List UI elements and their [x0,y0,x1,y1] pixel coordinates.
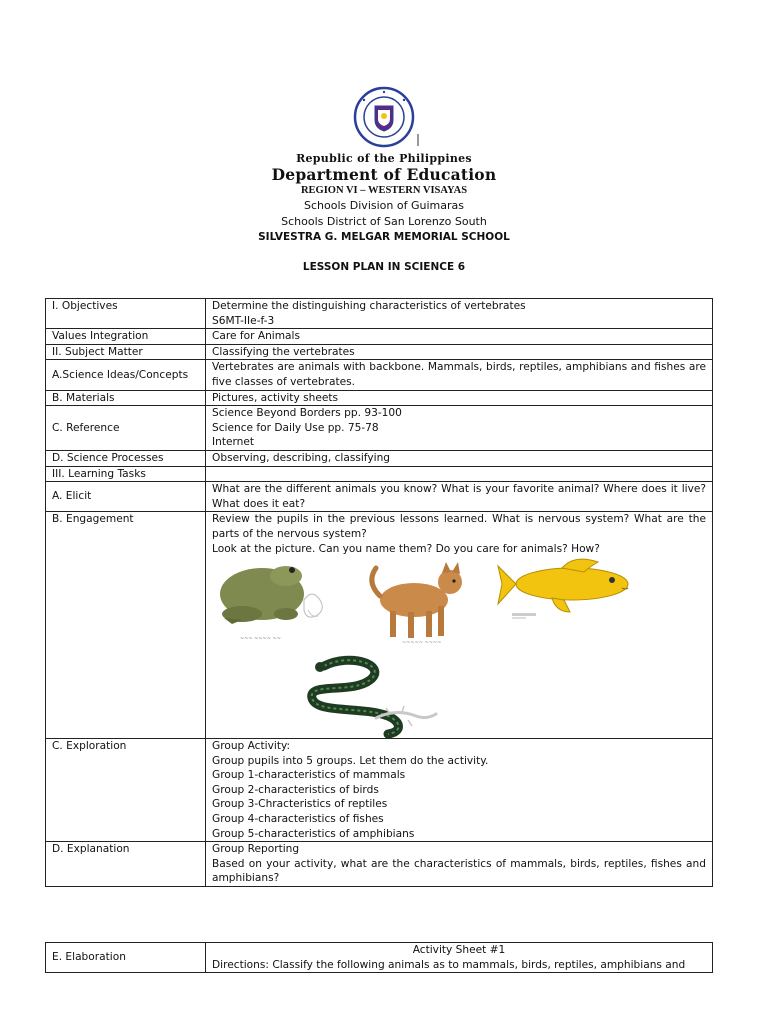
table-row [46,360,713,390]
row-label: Values Integration [46,329,206,345]
elaboration-table [45,942,713,973]
frog-icon [220,566,304,642]
engagement-review: Review the pupils in the previous lessons learned. What is nervous system? What are the parts of the nervous system? [212,513,706,540]
engagement-question: Look at the picture. Can you name them? Do you care for animals? How? [212,542,600,555]
row-content [206,466,713,482]
row-content [206,406,713,451]
row-label: E. Elaboration [46,943,206,973]
division-line: Schools Division of Guimaras [304,199,464,212]
table-row [46,482,713,512]
exploration-line: Group pupils into 5 groups. Let them do the activity. [212,754,489,767]
row-content: Care for Animals [206,329,713,345]
objective-text: Determine the distinguishing characteristics of vertebrates [212,300,526,312]
row-label: D. Explanation [46,842,206,887]
row-label: C. Reference [46,406,206,451]
document-header [0,86,768,273]
row-label: A.Science Ideas/Concepts [46,360,206,390]
deped-seal-icon [344,86,424,148]
reference-item: Science Beyond Borders pp. 93-100 [212,407,402,420]
row-content [206,299,713,329]
row-content: Observing, describing, classifying [206,450,713,466]
table-row [46,406,713,451]
row-content [206,943,713,973]
row-label: B. Materials [46,390,206,406]
lesson-plan-title: LESSON PLAN IN SCIENCE 6 [302,261,466,273]
row-content: Pictures, activity sheets [206,390,713,406]
cat-icon [372,562,462,646]
explanation-line: Based on your activity, what are the characteristics of mammals, birds, reptiles, fishes and amphibians? [212,857,706,885]
region-line: REGION VI – WESTERN VISAYAS [300,185,468,196]
svg-text:~~~~~ ~~~~: ~~~~~ ~~~~ [402,640,442,647]
exploration-line: Group 4-characteristics of fishes [212,813,384,826]
fish-icon [498,559,628,619]
table-row [46,450,713,466]
row-label: A. Elicit [46,482,206,512]
table-row [46,390,713,406]
activity-sheet-title: Activity Sheet #1 [412,944,506,956]
table-row [46,466,713,482]
row-content [206,739,713,842]
row-content: Classifying the vertebrates [206,344,713,360]
department-title: Department of Education [271,165,497,184]
table-row [46,739,713,842]
reference-item: Internet [212,436,255,449]
row-label: D. Science Processes [46,450,206,466]
table-row [46,943,713,973]
row-content [206,842,713,887]
exploration-line: Group 1-characteristics of mammals [212,769,406,782]
row-content [206,512,713,739]
animal-pictures-svg [212,556,718,738]
row-label: I. Objectives [46,299,206,329]
republic-line: Republic of the Philippines [296,152,472,165]
row-label: III. Learning Tasks [46,466,206,482]
snake-icon [312,660,399,734]
svg-text:~~~ ~~~~ ~~: ~~~ ~~~~ ~~ [240,636,281,643]
row-content: Vertebrates are animals with backbone. Mammals, birds, reptiles, amphibians and fishes are five classes of vertebrates. [206,360,713,390]
table-row [46,842,713,887]
reference-item: Science for Daily Use pp. 75-78 [212,421,379,434]
school-name: SILVESTRA G. MELGAR MEMORIAL SCHOOL [258,231,510,243]
exploration-line: Group 2-characteristics of birds [212,783,379,796]
exploration-line: Group 5-characteristics of amphibians [212,827,415,840]
frog-sketch-icon [304,594,322,617]
activity-directions: Directions: Classify the following animals as to mammals, birds, reptiles, amphibians and [212,958,686,971]
exploration-line: Group 3-Chracteristics of reptiles [212,798,388,811]
objective-code: S6MT-IIe-f-3 [212,314,275,327]
table-row [46,329,713,345]
explanation-line: Group Reporting [212,843,300,856]
animal-pictures [212,556,706,738]
row-label: C. Exploration [46,739,206,842]
table-row [46,512,713,739]
table-row [46,299,713,329]
lesson-plan-table [45,298,713,887]
exploration-line: Group Activity: [212,740,291,753]
row-label: II. Subject Matter [46,344,206,360]
row-content: What are the different animals you know? What is your favorite animal? Where does it live? What does it eat? [206,482,713,512]
row-label: B. Engagement [46,512,206,739]
district-line: Schools District of San Lorenzo South [281,215,487,228]
table-row [46,344,713,360]
